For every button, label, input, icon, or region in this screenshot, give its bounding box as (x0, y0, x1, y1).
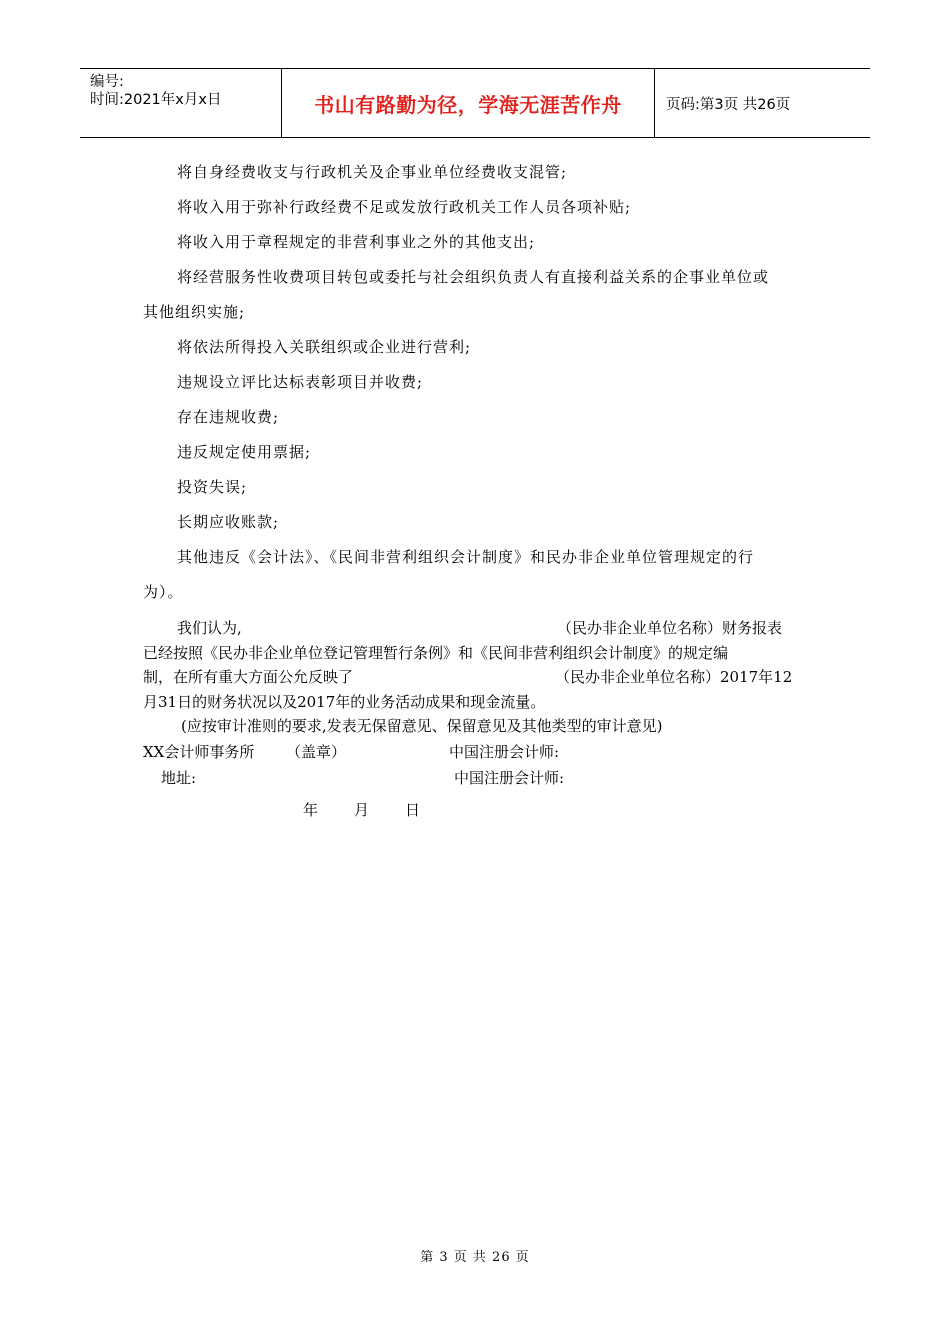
header-page-info: 页码:第3页 共26页 (666, 96, 791, 113)
list-item: 存在违规收费; (177, 408, 280, 426)
list-item: 将依法所得投入关联组织或企业进行营利; (177, 338, 472, 356)
opinion-text: 制，在所有重大方面公允反映了 (143, 668, 354, 686)
list-item: 为）。 (143, 583, 184, 601)
opinion-line: 月31日的财务状况以及2017年的业务活动成果和现金流量。 (143, 692, 546, 711)
list-item: 将经营服务性收费项目转包或委托与社会组织负责人有直接利益关系的企事业单位或 (177, 268, 770, 286)
list-item: 违规设立评比达标表彰项目并收费; (177, 373, 424, 391)
seal-label: （盖章） (286, 742, 347, 761)
list-item: 将收入用于弥补行政经费不足或发放行政机关工作人员各项补贴; (177, 198, 632, 216)
opinion-text: （民办非企业单位名称）财务报表 (557, 619, 783, 637)
page-footer: 第 3 页 共 26 页 (420, 1250, 530, 1265)
page-header (80, 68, 870, 138)
cpa-signature-label: 中国注册会计师: (449, 742, 560, 761)
date-row (143, 797, 808, 823)
signature-row (143, 765, 808, 791)
opinion-note: (应按审计准则的要求,发表无保留意见、保留意见及其他类型的审计意见) (181, 717, 663, 735)
opinion-text: 我们认为, (177, 619, 242, 637)
document-body (143, 155, 808, 823)
header-number-label: 编号: (90, 74, 124, 90)
opinion-line (143, 616, 808, 641)
opinion-line (143, 665, 808, 690)
list-item: 将自身经费收支与行政机关及企事业单位经费收支混管; (177, 163, 568, 181)
list-item: 投资失误; (177, 478, 248, 496)
date-year: 年 (303, 800, 319, 819)
list-item: 违反规定使用票据; (177, 443, 312, 461)
list-item: 长期应收账款; (177, 513, 280, 531)
violation-list (143, 155, 808, 610)
header-time-label: 时间:2021年x月x日 (90, 92, 222, 108)
date-month: 月 (354, 800, 370, 819)
audit-opinion (143, 616, 808, 739)
opinion-text: （民办非企业单位名称）2017年12 (555, 668, 793, 686)
list-item: 将收入用于章程规定的非营利事业之外的其他支出; (177, 233, 536, 251)
cpa-signature-label: 中国注册会计师: (454, 768, 565, 787)
list-item: 其他违反《会计法》、《民间非营利组织会计制度》和民办非企业单位管理规定的行 (177, 548, 755, 566)
opinion-line: 已经按照《民办非企业单位登记管理暂行条例》和《民间非营利组织会计制度》的规定编 (143, 643, 729, 662)
signature-row (143, 739, 808, 765)
list-item: 其他组织实施; (143, 303, 246, 321)
signature-block (143, 739, 808, 823)
firm-name: XX会计师事务所 (143, 742, 255, 761)
header-motto: 书山有路勤为径，学海无涯苦作舟 (314, 92, 622, 117)
header-divider (654, 69, 655, 137)
header-meta (90, 73, 280, 109)
address-label: 地址: (161, 768, 197, 787)
date-day: 日 (405, 800, 421, 819)
